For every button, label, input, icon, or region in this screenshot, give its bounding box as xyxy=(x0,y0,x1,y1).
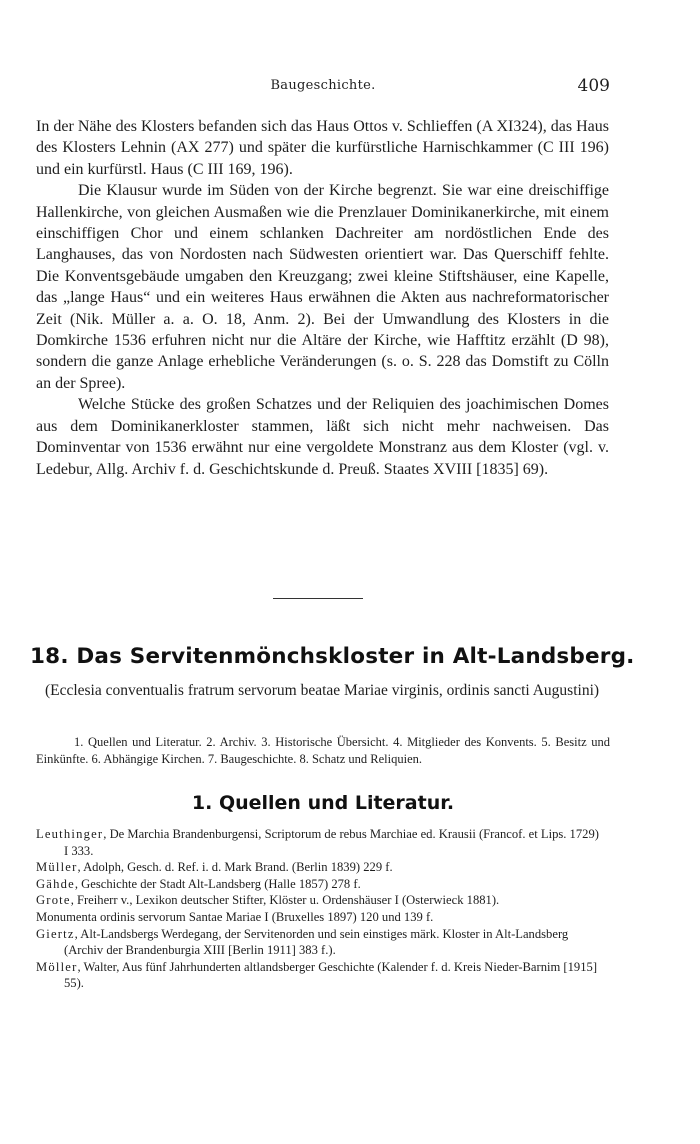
bibliography-entry xyxy=(36,826,601,859)
body-text xyxy=(36,116,609,480)
paragraph: Die Klausur wurde im Süden von der Kirche begrenzt. Sie war eine dreischiffige Hallenkirche, von gleichen Ausmaßen wie die Prenzlauer Dominikanerkirche, mit einem einschiffigen Chor und einem schlanken Dachreiter am nordöstlichen Ende des Langhauses, das von Nordosten nach Südwesten orientiert war. Das Querschiff fehlte. Die Konventsgebäude umgaben den Kreuzgang; zwei kleine Stiftshäuser, eine Kapelle, das „lange Haus“ und ein weiteres Haus erwähnen die Akten aus nachreformatorischer Zeit (Nik. Müller a. a. O. 18, Anm. 2). Bei der Umwandlung des Klosters in die Domkirche 1536 erfuhren nicht nur die Altäre der Kirche, wie Hafftitz erzählt (D 98), sondern die ganze Anlage erhebliche Veränderungen (s. o. S. 228 das Domstift zu Cölln an der Spree). xyxy=(36,182,609,392)
entry-author: Leuthinger xyxy=(36,827,104,841)
running-head-title: Baugeschichte. xyxy=(270,78,376,93)
entry-text: , Adolph, Gesch. d. Ref. i. d. Mark Brand. (Berlin 1839) 229 f. xyxy=(77,860,393,875)
chapter-title-text: Das Servitenmönchskloster in Alt-Landsberg. xyxy=(76,644,635,669)
bibliography-entry xyxy=(36,876,601,893)
section-heading xyxy=(36,792,610,814)
page-number: 409 xyxy=(577,76,610,96)
entry-author: Müller xyxy=(36,860,78,875)
entry-author: Giertz xyxy=(36,926,75,941)
chapter-title xyxy=(30,644,635,669)
section-number: 1. xyxy=(191,792,213,814)
bibliography-entry xyxy=(36,892,601,909)
running-head xyxy=(36,78,610,98)
chapter-contents: 1. Quellen und Literatur. 2. Archiv. 3. Historische Übersicht. 4. Mitglieder des Konvents. 5. Besitz und Einkünfte. 6. Abhängige Kirchen. 7. Baugeschichte. 8. Schatz und Reliquien. xyxy=(36,735,610,766)
bibliography xyxy=(36,826,601,992)
entry-author: Grote xyxy=(36,893,71,908)
entry-text: , Freiherr v., Lexikon deutscher Stifter, Klöster u. Ordenshäuser I (Osterwieck 1881). xyxy=(70,893,500,908)
entry-text: , De Marchia Brandenburgensi, Scriptorum de rebus Marchiae ed. Krausii (Francof. et Lips. 1729) I 333. xyxy=(64,827,599,858)
bibliography-entry xyxy=(36,959,601,992)
bibliography-entry xyxy=(36,859,601,876)
entry-text: , Geschichte der Stadt Alt-Landsberg (Halle 1857) 278 f. xyxy=(74,876,361,891)
section-divider xyxy=(273,598,363,599)
chapter-number: 18. xyxy=(30,644,69,669)
bibliography-entry xyxy=(36,926,601,959)
entry-author: Möller xyxy=(36,959,78,974)
entry-text: , Walter, Aus fünf Jahrhunderten altlandsberger Geschichte (Kalender f. d. Kreis Nieder-Barnim [1915] 55). xyxy=(64,959,598,991)
entry-text: Monumenta ordinis servorum Santae Mariae I (Bruxelles 1897) 120 und 139 f. xyxy=(36,909,434,924)
paragraph: In der Nähe des Klosters befanden sich das Haus Ottos v. Schlieffen (A XI324), das Haus des Klosters Lehnin (AX 277) und später die kurfürstliche Harnischkammer (C III 196) und ein kurfürstl. Haus (C III 169, 196). xyxy=(36,118,609,178)
section-title: Quellen und Literatur. xyxy=(218,792,455,814)
entry-text: , Alt-Landsbergs Werdegang, der Servitenorden und sein einstiges märk. Kloster in Alt-Landsberg (Archiv der Brandenburgia XIII [Berlin 1911] 383 f.). xyxy=(64,926,569,958)
entry-author: Gähde xyxy=(36,876,75,891)
paragraph: Welche Stücke des großen Schatzes und der Reliquien des joachimischen Domes aus dem Dominikanerkloster stammen, läßt sich nicht mehr nachweisen. Das Dominventar von 1536 erwähnt nur eine vergoldete Monstranz aus dem Kloster (vgl. v. Ledebur, Allg. Archiv f. d. Geschichtskunde d. Preuß. Staates XVIII [1835] 69). xyxy=(36,396,609,478)
bibliography-entry xyxy=(36,909,601,926)
chapter-subtitle: (Ecclesia conventualis fratrum servorum beatae Mariae virginis, ordinis sancti Augustini) xyxy=(44,682,600,699)
